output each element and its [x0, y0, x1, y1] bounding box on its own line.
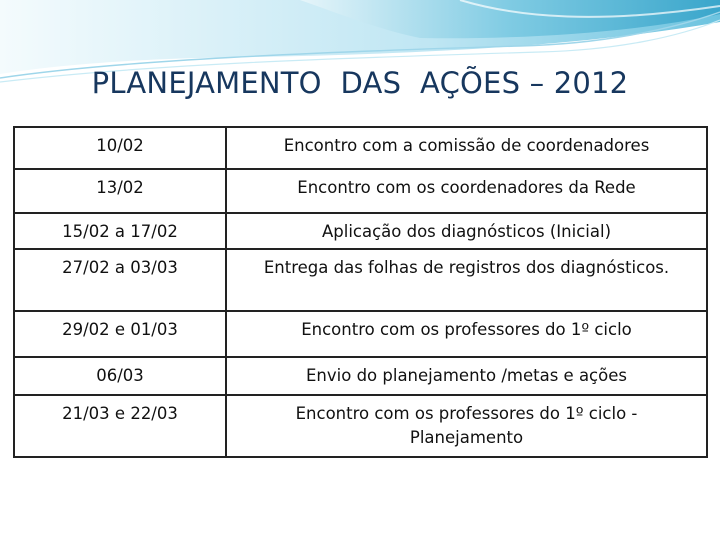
date-cell: [14, 311, 226, 357]
schedule-table: [13, 126, 708, 458]
date-text: 21/03 e 22/03: [62, 404, 178, 423]
action-cell: [226, 249, 707, 311]
action-text: Envio do planejamento /metas e ações: [306, 366, 627, 385]
action-cell: [226, 311, 707, 357]
action-text: Encontro com a comissão de coordenadores: [283, 136, 650, 155]
action-text: Aplicação dos diagnósticos (Inicial): [321, 222, 612, 241]
action-cell: [226, 357, 707, 395]
date-cell: [14, 169, 226, 213]
page-title: PLANEJAMENTO DAS AÇÕES – 2012: [91, 66, 629, 100]
date-text: 10/02: [96, 136, 144, 155]
action-text: Encontro com os coordenadores da Rede: [297, 178, 636, 197]
date-cell: [14, 249, 226, 311]
table-row: [14, 395, 707, 457]
action-cell: [226, 127, 707, 169]
action-cell: [226, 169, 707, 213]
date-cell: [14, 357, 226, 395]
action-cell: [226, 213, 707, 249]
table-row: [14, 169, 707, 213]
date-text: 27/02 a 03/03: [62, 258, 178, 277]
date-cell: [14, 395, 226, 457]
date-text: 13/02: [96, 178, 144, 197]
table-row: [14, 213, 707, 249]
table-row: [14, 249, 707, 311]
date-text: 15/02 a 17/02: [62, 222, 178, 241]
date-text: 06/03: [96, 366, 144, 385]
table-row: [14, 127, 707, 169]
action-text: Encontro com os professores do 1º ciclo - Planejamento: [295, 404, 638, 447]
action-text: Entrega das folhas de registros dos diagnósticos.: [263, 258, 670, 277]
date-cell: [14, 127, 226, 169]
table-row: [14, 311, 707, 357]
date-text: 29/02 e 01/03: [62, 320, 178, 339]
table-row: [14, 357, 707, 395]
date-cell: [14, 213, 226, 249]
action-cell: [226, 395, 707, 457]
action-text: Encontro com os professores do 1º ciclo: [301, 320, 632, 339]
